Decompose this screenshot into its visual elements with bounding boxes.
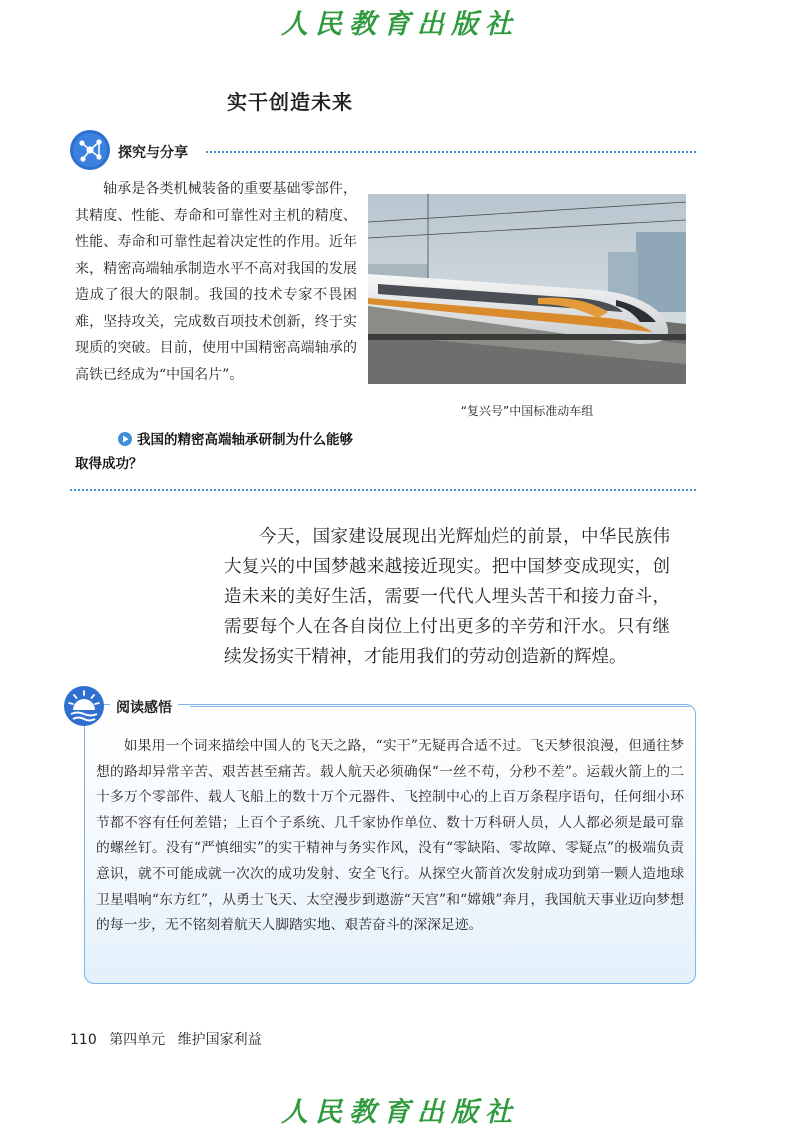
explore-share-label: 探究与分享: [118, 145, 188, 161]
unit-name: 第四单元: [109, 1032, 166, 1048]
section-title: 实干创造未来: [227, 90, 353, 114]
photo-caption: “复兴号”中国标准动车组: [460, 404, 594, 418]
reading-top-divider: [190, 706, 690, 707]
fuxing-train-photo: [368, 194, 686, 384]
reading-reflection-label: 阅读感悟: [110, 697, 178, 717]
main-paragraph: 今天，国家建设展现出光辉灿烂的前景，中华民族伟大复兴的中国梦越来越接近现实。把中国梦变成现实，创造未来的美好生活，需要一代代人埋头苦干和接力奋斗，需要每个人在各自岗位上付出更多的辛劳和汗水。只有继续发扬实干精神，才能用我们的劳动创造新的辉煌。: [224, 527, 670, 667]
publisher-logo-top: 人民教育出版社: [281, 9, 519, 40]
reading-sunrise-icon: [62, 684, 106, 728]
reading-paragraph: 如果用一个词来描绘中国人的飞天之路，“实干”无疑再合适不过。飞天梦很浪漫，但通往梦想的路却异常辛苦、艰苦甚至痛苦。载人航天必须确保“一丝不苟，分秒不差”。运载火箭上的二十多万个零部件、载人飞船上的数十万个元器件、飞控制中心的上百万条程序语句，任何细小环节都不容有任何差错；上百个子系统、几千家协作单位、数十万科研人员，人人都必须是最可靠的螺丝钉。没有“严慎细实”的实干精神与务实作风，没有“零缺陷、零故障、零疑点”的极端负责意识，就不可能成就一次次的成功发射、安全飞行。从探空火箭首次发射成功到第一颗人造地球卫星唱响“东方红”，从勇士飞天、太空漫步到遨游“天宫”和“嫦娥”奔月，我国航天事业迈向梦想的每一步，无不铭刻着航天人脚踏实地、艰苦奋斗的深深足迹。: [96, 738, 684, 934]
unit-title: 维护国家利益: [177, 1032, 262, 1048]
page-footer: [70, 1029, 270, 1049]
explore-top-divider: [206, 151, 696, 153]
explore-bottom-divider: [70, 489, 696, 491]
publisher-logo-bottom: 人民教育出版社: [281, 1097, 519, 1128]
explore-paragraph: 轴承是各类机械装备的重要基础零部件，其精度、性能、寿命和可靠性对主机的精度、性能、寿命和可靠性起着决定性的作用。近年来，精密高端轴承制造水平不高对我国的发展造成了很大的限制。我国的技术专家不畏困难，坚持攻关，完成数百项技术创新，终于实现质的突破。目前，使用中国精密高端轴承的高铁已经成为“中国名片”。: [75, 181, 357, 383]
explore-molecule-icon: [68, 128, 112, 172]
page-number: 110: [70, 1032, 97, 1048]
explore-question: 我国的精密高端轴承研制为什么能够取得成功？: [75, 432, 353, 472]
